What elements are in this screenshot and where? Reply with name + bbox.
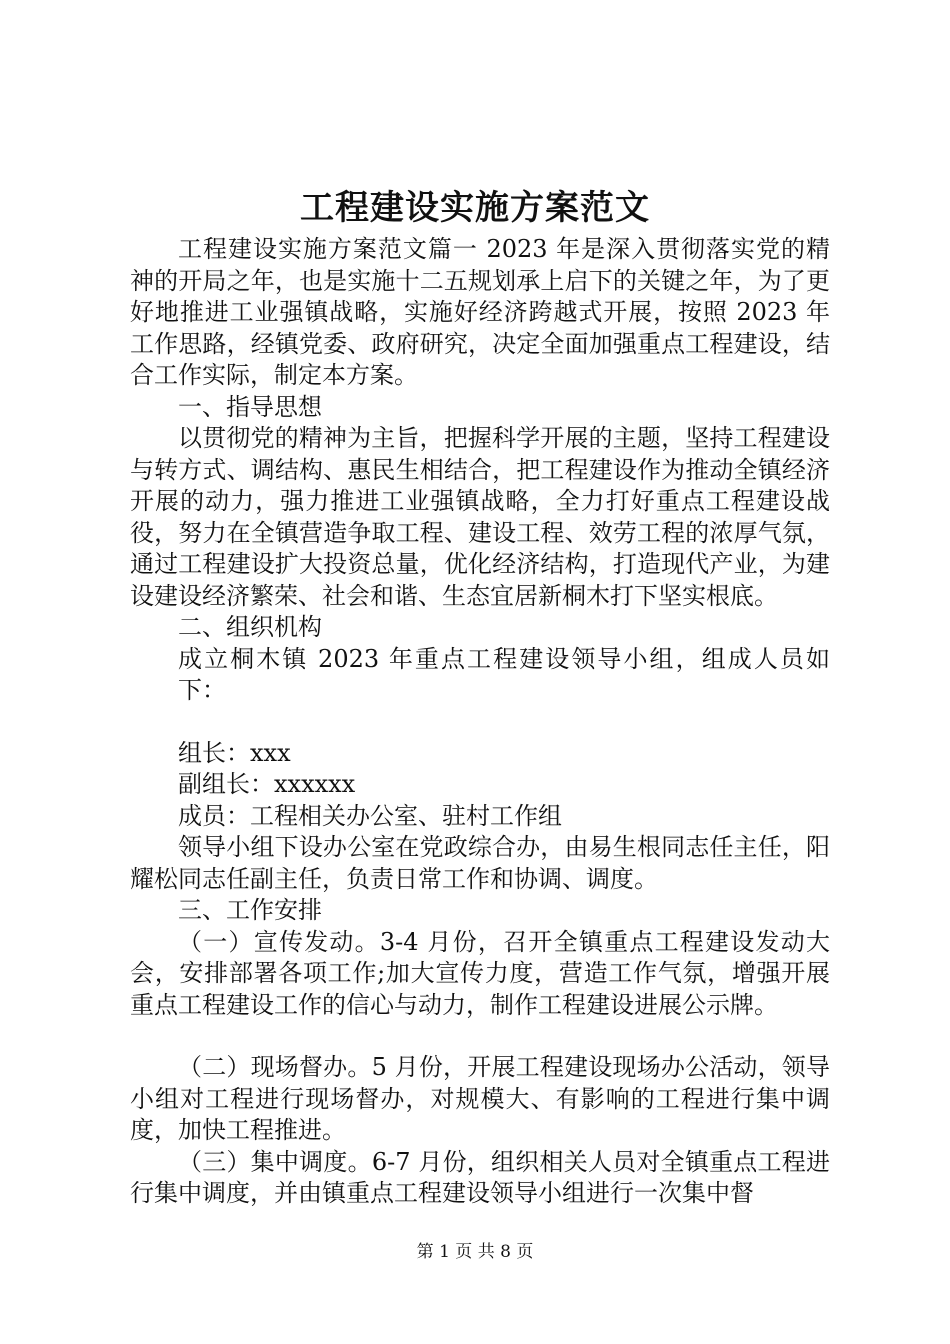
paragraph-publicity: （一）宣传发动。3-4 月份，召开全镇重点工程建设发动大会，安排部署各项工作;加大宣传力度，营造工作气氛，增强开展重点工程建设工作的信心与动力，制作工程建设进展公示牌。 bbox=[130, 927, 830, 1019]
section-heading-guiding-thought: 一、指导思想 bbox=[178, 392, 322, 421]
paragraph-organization: 成立桐木镇 2023 年重点工程建设领导小组，组成人员如下： bbox=[178, 644, 830, 704]
paragraph-leader: 组长：xxx bbox=[178, 738, 291, 767]
section-heading-work-arrangement: 三、工作安排 bbox=[178, 896, 322, 924]
paragraph-guiding-thought: 以贯彻党的精神为主旨，把握科学开展的主题，坚持工程建设与转方式、调结构、惠民生相结合，把工程建设作为推动全镇经济开展的动力，强力推进工业强镇战略，全力打好重点工程建设战役，努力在全镇营造争取工程、建设工程、效劳工程的浓厚气氛，通过工程建设扩大投资总量，优化经济结构，打造现代产业，为建设建设经济繁荣、社会和谐、生态宜居新桐木打下坚实根底。 bbox=[130, 424, 830, 610]
paragraph-deputy-leader: 副组长：xxxxxx bbox=[178, 770, 356, 798]
paragraph-office: 领导小组下设办公室在党政综合办，由易生根同志任主任，阳耀松同志任副主任，负责日常工作和协调、调度。 bbox=[130, 833, 830, 893]
document-body bbox=[130, 234, 830, 1210]
section-heading-organization: 二、组织机构 bbox=[178, 613, 322, 641]
paragraph-centralized-dispatch: （三）集中调度。6-7 月份，组织相关人员对全镇重点工程进行集中调度，并由镇重点工程建设领导小组进行一次集中督 bbox=[130, 1147, 830, 1207]
page-number: 第 1 页 共 8 页 bbox=[416, 1242, 534, 1262]
paragraph-members: 成员：工程相关办公室、驻村工作组 bbox=[178, 801, 562, 830]
document-title: 工程建设实施方案范文 bbox=[300, 188, 650, 228]
paragraph-onsite-supervision: （二）现场督办。5 月份，开展工程建设现场办公活动，领导小组对工程进行现场督办，对规模大、有影响的工程进行集中调度，加快工程推进。 bbox=[130, 1053, 830, 1144]
paragraph-intro: 工程建设实施方案范文篇一 2023 年是深入贯彻落实党的精神的开局之年，也是实施十二五规划承上启下的关键之年，为了更好地推进工业强镇战略，实施好经济跨越式开展，按照 2023 年工作思路，经镇党委、政府研究，决定全面加强重点工程建设，结合工作实际，制定本方案。 bbox=[130, 235, 830, 389]
